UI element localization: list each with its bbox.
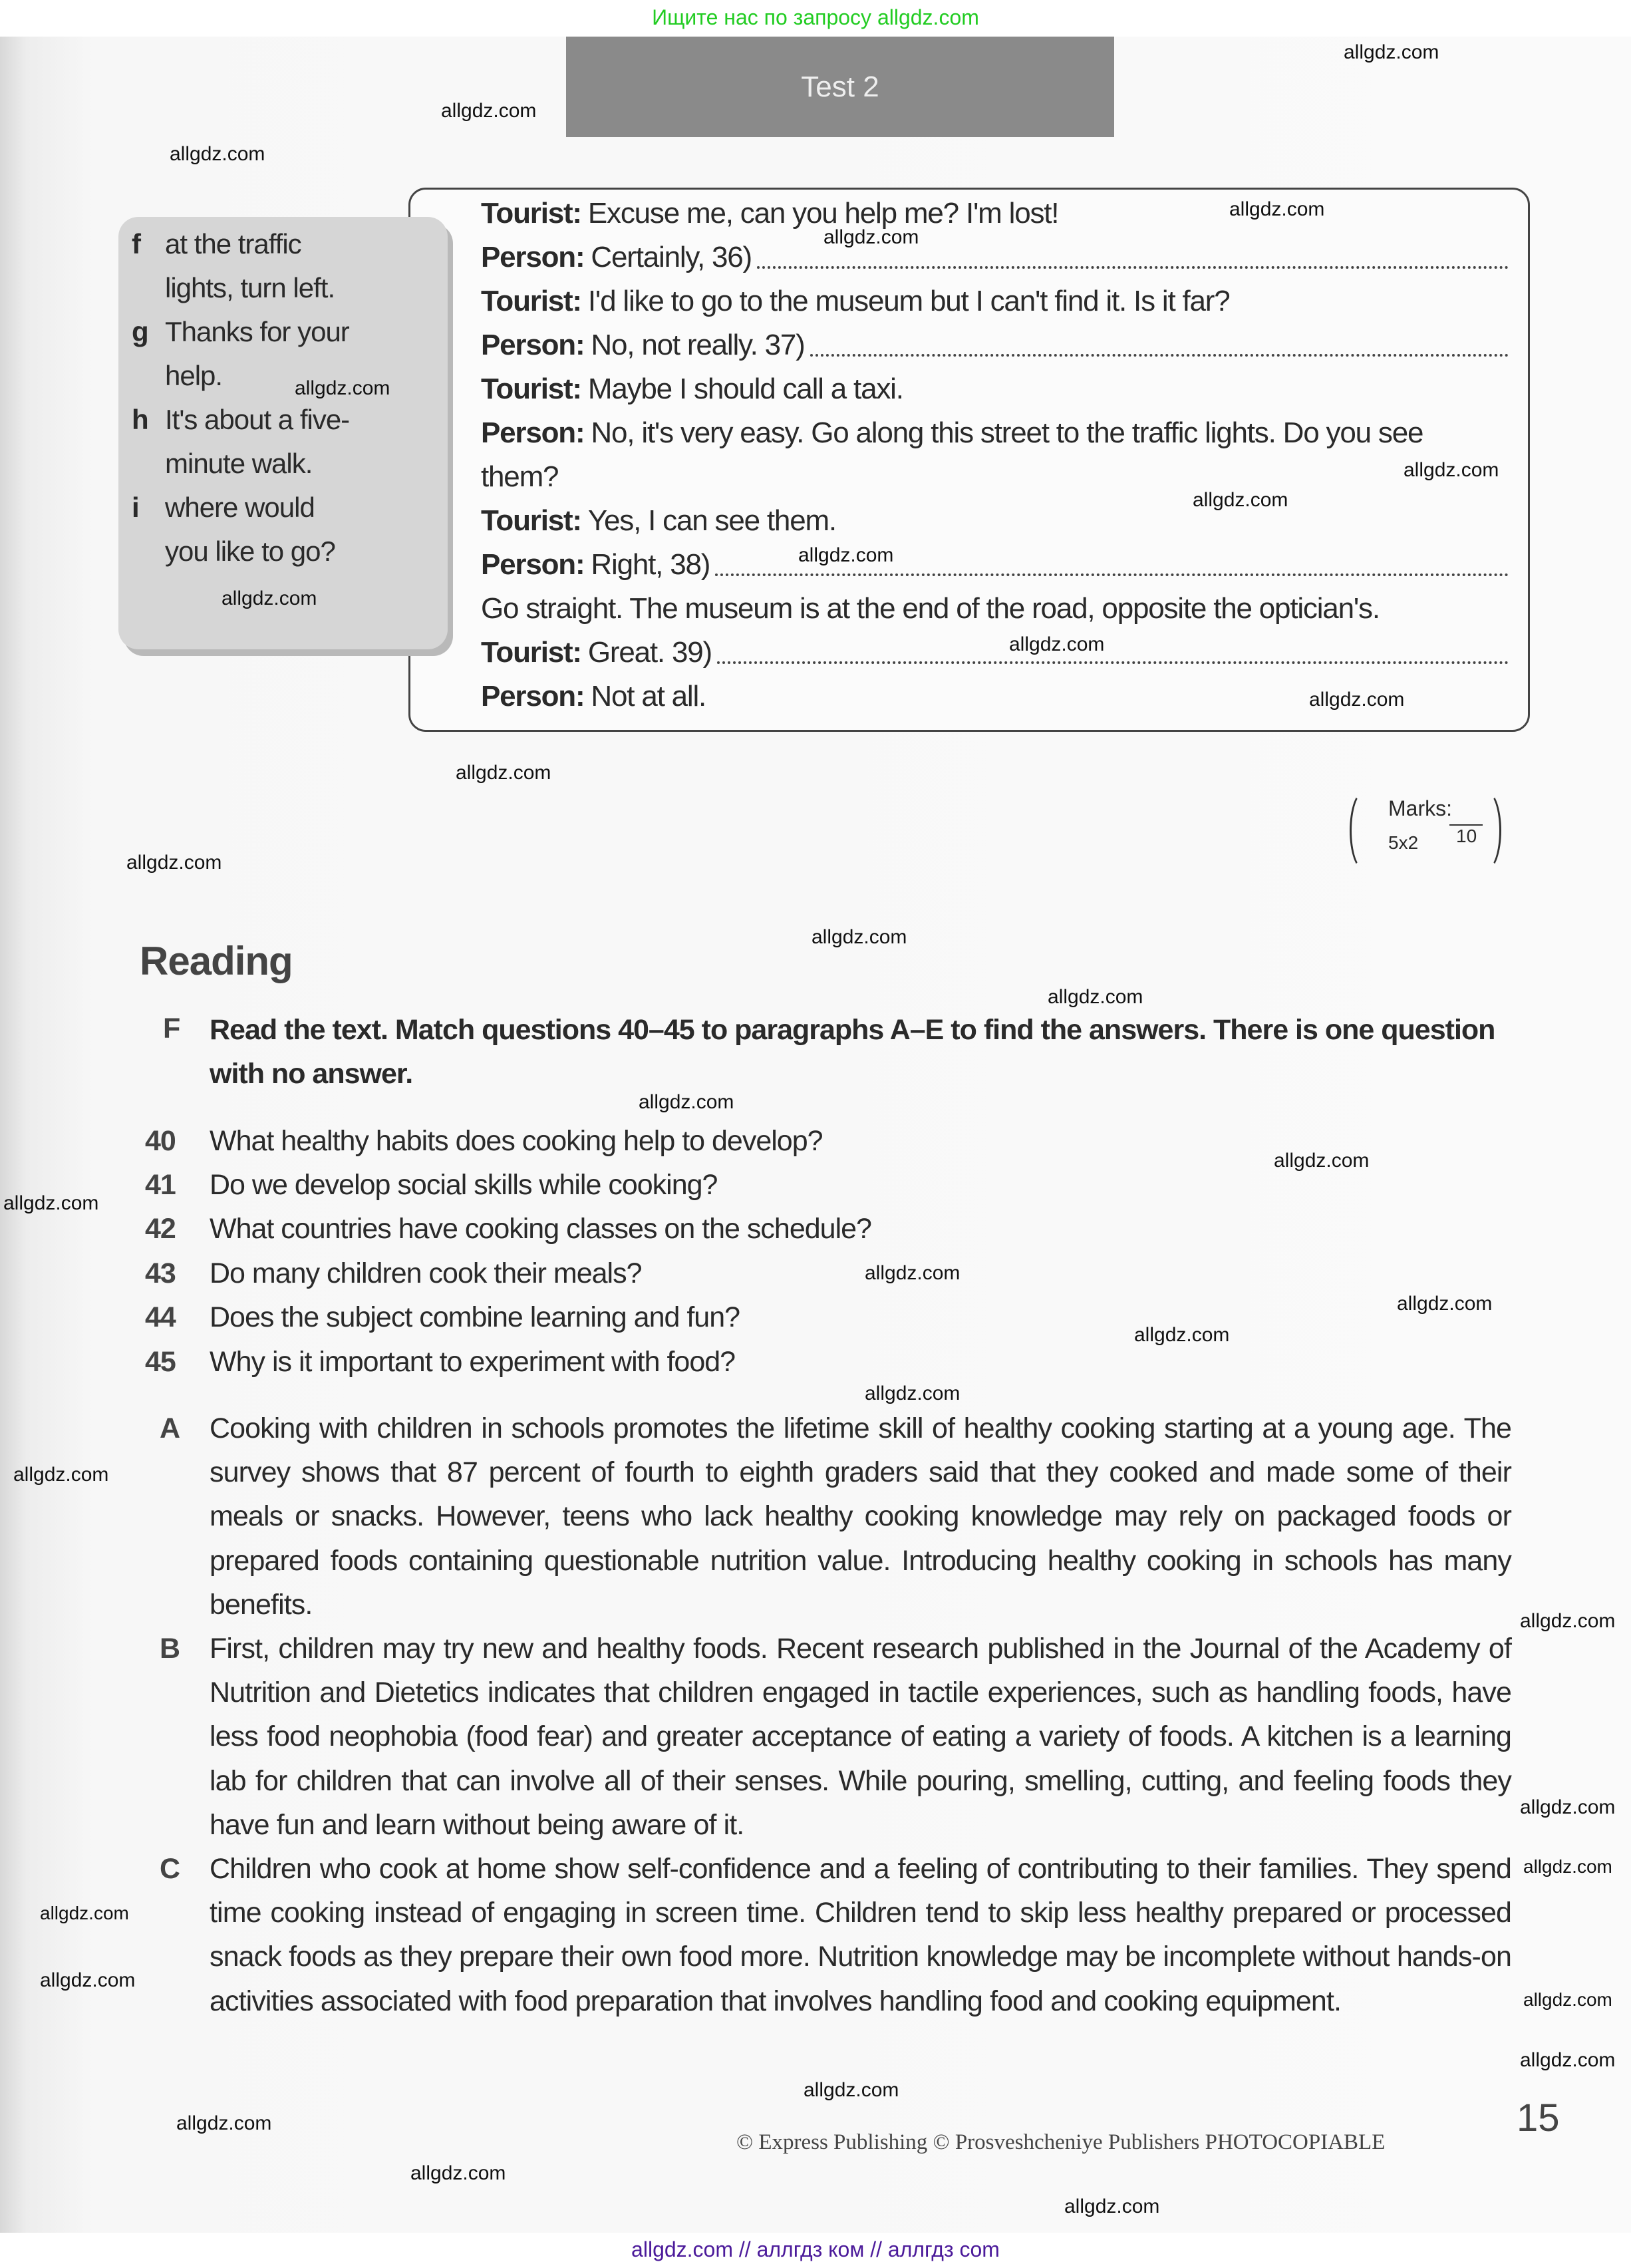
answer-blank[interactable] (757, 246, 1509, 269)
right-parenthesis (1473, 791, 1501, 870)
question-item (145, 1340, 1475, 1384)
question-text: Why is it important to experiment with food? (210, 1345, 736, 1378)
speaker-label: Person: (481, 329, 585, 361)
watermark: allgdz.com (812, 926, 907, 948)
watermark: allgdz.com (823, 226, 919, 248)
left-parenthesis (1350, 791, 1378, 870)
dialogue-line (481, 499, 1509, 543)
watermark: allgdz.com (1520, 2049, 1616, 2071)
option-f (132, 222, 335, 310)
answer-blank[interactable] (717, 641, 1509, 664)
watermark: allgdz.com (441, 100, 537, 122)
dialogue-text: No, not really. 37) (591, 329, 805, 361)
dialogue-text: No, it's very easy. Go along this street to the traffic lights. Do you see (591, 416, 1423, 449)
paragraph-letter: C (160, 1853, 180, 1885)
watermark: allgdz.com (1344, 41, 1439, 63)
option-letter: f (132, 228, 140, 259)
watermark: allgdz.com (1229, 198, 1325, 220)
bottom-banner (0, 2233, 1631, 2268)
watermark: allgdz.com (639, 1091, 734, 1113)
watermark: allgdz.com (1009, 633, 1105, 655)
speaker-label: Person: (481, 548, 585, 581)
copyright: © Express Publishing © Prosveshcheniye Publishers PHOTOCOPIABLE (736, 2130, 1386, 2154)
watermark: allgdz.com (456, 762, 551, 784)
dialogue-text: Great. 39) (587, 636, 712, 669)
option-text: It's about a five- (165, 404, 350, 435)
question-item (145, 1251, 1475, 1295)
dialogue-text: Right, 38) (591, 548, 710, 581)
watermark: allgdz.com (1404, 459, 1499, 481)
watermark: allgdz.com (176, 2112, 272, 2134)
option-text: help. (165, 360, 223, 391)
question-item (145, 1296, 1475, 1340)
question-number: 45 (145, 1345, 176, 1378)
question-number: 44 (145, 1301, 176, 1334)
dialogue-text: Excuse me, can you help me? I'm lost! (587, 197, 1059, 230)
speaker-label: Person: (481, 680, 585, 713)
option-h (132, 398, 350, 486)
dialogue-text: Yes, I can see them. (587, 504, 836, 537)
watermark: allgdz.com (1048, 986, 1143, 1008)
option-text: where would (165, 492, 315, 523)
top-banner-text[interactable]: Ищите нас по запросу allgdz.com (652, 5, 979, 29)
speaker-label: Tourist: (481, 197, 581, 230)
watermark: allgdz.com (798, 544, 894, 566)
question-number: 42 (145, 1213, 176, 1245)
dialogue-line (481, 543, 1509, 587)
task-letter: F (163, 1013, 181, 1045)
question-text: What healthy habits does cooking help to develop? (210, 1124, 823, 1157)
option-letter: h (132, 404, 148, 435)
dialogue-line (481, 367, 1509, 411)
watermark: allgdz.com (126, 852, 222, 874)
dialogue-text: Certainly, 36) (591, 241, 752, 273)
dialogue-text: Go straight. The museum is at the end of the road, opposite the optician's. (481, 592, 1380, 625)
watermark: allgdz.com (1309, 689, 1405, 711)
paragraph-letter: B (160, 1633, 180, 1665)
watermark: allgdz.com (865, 1262, 961, 1284)
paragraph-text: Cooking with children in schools promotes the lifetime skill of healthy cooking starting at a young age. The survey shows that 87 percent of fourth to eighth graders said that they cooked and made some of their meals or snacks. However, teens who lack healthy cooking knowledge may rely on packaged foods or prepared foods containing questionable nutrition value. Introducing healthy cooking in schools has many benefits. (210, 1412, 1511, 1621)
section-heading-reading: Reading (140, 939, 293, 983)
dialogue-line (481, 631, 1509, 675)
option-i (132, 486, 335, 573)
watermark: allgdz.com (40, 1969, 136, 1991)
dialogue-text: Maybe I should call a taxi. (587, 373, 903, 405)
option-letter: i (132, 492, 139, 523)
speaker-label: Tourist: (481, 504, 581, 537)
paragraph-a (160, 1406, 1511, 1627)
option-letter: g (132, 316, 148, 347)
reading-text (160, 1406, 1511, 2023)
watermark: allgdz.com (170, 143, 265, 165)
watermark: allgdz.com (295, 377, 390, 399)
question-text: Does the subject combine learning and fun? (210, 1301, 740, 1334)
dialogue-text: them? (481, 460, 559, 493)
question-number: 43 (145, 1257, 176, 1289)
watermark: allgdz.com (1523, 1989, 1612, 2010)
watermark: allgdz.com (410, 2162, 506, 2184)
watermark: allgdz.com (3, 1192, 99, 1214)
paragraph-b (160, 1627, 1511, 1847)
question-text: Do many children cook their meals? (210, 1257, 642, 1289)
dialogue-line (481, 411, 1509, 455)
answer-options-box (118, 217, 448, 649)
dialogue-line (481, 192, 1509, 236)
marks-total: 10 (1456, 826, 1477, 846)
paragraph-text: Children who cook at home show self-confidence and a feeling of contributing to their families. They spend time cooking instead of engaging in screen time. Children tend to skip less healthy prepared or processed snack foods as they prepare their own food more. Nutrition knowledge may be incomplete without hands-on activities associated with food preparation that involves handling food and cooking equipment. (210, 1853, 1511, 2017)
watermark: allgdz.com (1520, 1610, 1616, 1632)
watermark: allgdz.com (1274, 1150, 1370, 1172)
watermark: allgdz.com (40, 1903, 129, 1923)
question-number: 41 (145, 1169, 176, 1202)
dialogue-line (481, 279, 1509, 323)
dialogue-text: I'd like to go to the museum but I can't find it. Is it far? (587, 285, 1230, 317)
question-number: 40 (145, 1124, 176, 1157)
dialogue-lines (481, 192, 1509, 719)
speaker-label: Person: (481, 416, 585, 449)
paragraph-c (160, 1847, 1511, 2023)
option-text: you like to go? (165, 536, 335, 567)
option-text: at the traffic (165, 228, 301, 259)
question-item (145, 1208, 1475, 1251)
paragraph-letter: A (160, 1412, 180, 1444)
dialogue-line (481, 455, 1509, 499)
test-title: Test 2 (801, 70, 879, 103)
marks-box (1350, 791, 1501, 866)
marks-label: Marks: (1388, 796, 1452, 820)
page-number: 15 (1517, 2096, 1560, 2140)
question-text: What countries have cooking classes on the schedule? (210, 1213, 871, 1245)
marks-scheme: 5x2 (1388, 832, 1419, 853)
watermark: allgdz.com (865, 1382, 961, 1404)
dialogue-line (481, 236, 1509, 279)
bottom-banner-text[interactable]: allgdz.com // аллгдз ком // аллгдз com (631, 2237, 1000, 2261)
option-text: lights, turn left. (165, 272, 335, 303)
answer-blank[interactable] (810, 334, 1509, 357)
watermark: allgdz.com (1523, 1856, 1612, 1877)
speaker-label: Tourist: (481, 636, 581, 669)
watermark: allgdz.com (1064, 2195, 1160, 2217)
watermark: allgdz.com (804, 2079, 899, 2101)
watermark: allgdz.com (13, 1464, 109, 1486)
watermark: allgdz.com (222, 587, 317, 609)
dialogue-line (481, 587, 1509, 631)
speaker-label: Person: (481, 241, 585, 273)
watermark: allgdz.com (1397, 1293, 1493, 1315)
dialogue-text: Not at all. (591, 680, 706, 713)
dialogue-line (481, 323, 1509, 367)
task-instruction: Read the text. Match questions 40–45 to paragraphs A–E to find the answers. There is one question with no answer. (210, 1014, 1495, 1090)
watermark: allgdz.com (1193, 489, 1288, 511)
option-text: Thanks for your (165, 316, 349, 347)
test-title-tab (566, 37, 1114, 137)
question-text: Do we develop social skills while cooking? (210, 1169, 718, 1202)
top-banner (0, 0, 1631, 37)
option-text: minute walk. (165, 448, 313, 479)
paragraph-text: First, children may try new and healthy foods. Recent research published in the Journal of the Academy of Nutrition and Dietetics indicates that children engaged in tactile experiences, such as handling foods, have less food neophobia (food fear) and greater acceptance of eating a variety of foods. A kitchen is a learning lab for children that can involve all of their senses. While pouring, smelling, cutting, and feeling foods they have fun and learn without being aware of it. (210, 1633, 1511, 1841)
watermark: allgdz.com (1134, 1324, 1230, 1346)
speaker-label: Tourist: (481, 285, 581, 317)
speaker-label: Tourist: (481, 373, 581, 405)
watermark: allgdz.com (1520, 1796, 1616, 1818)
